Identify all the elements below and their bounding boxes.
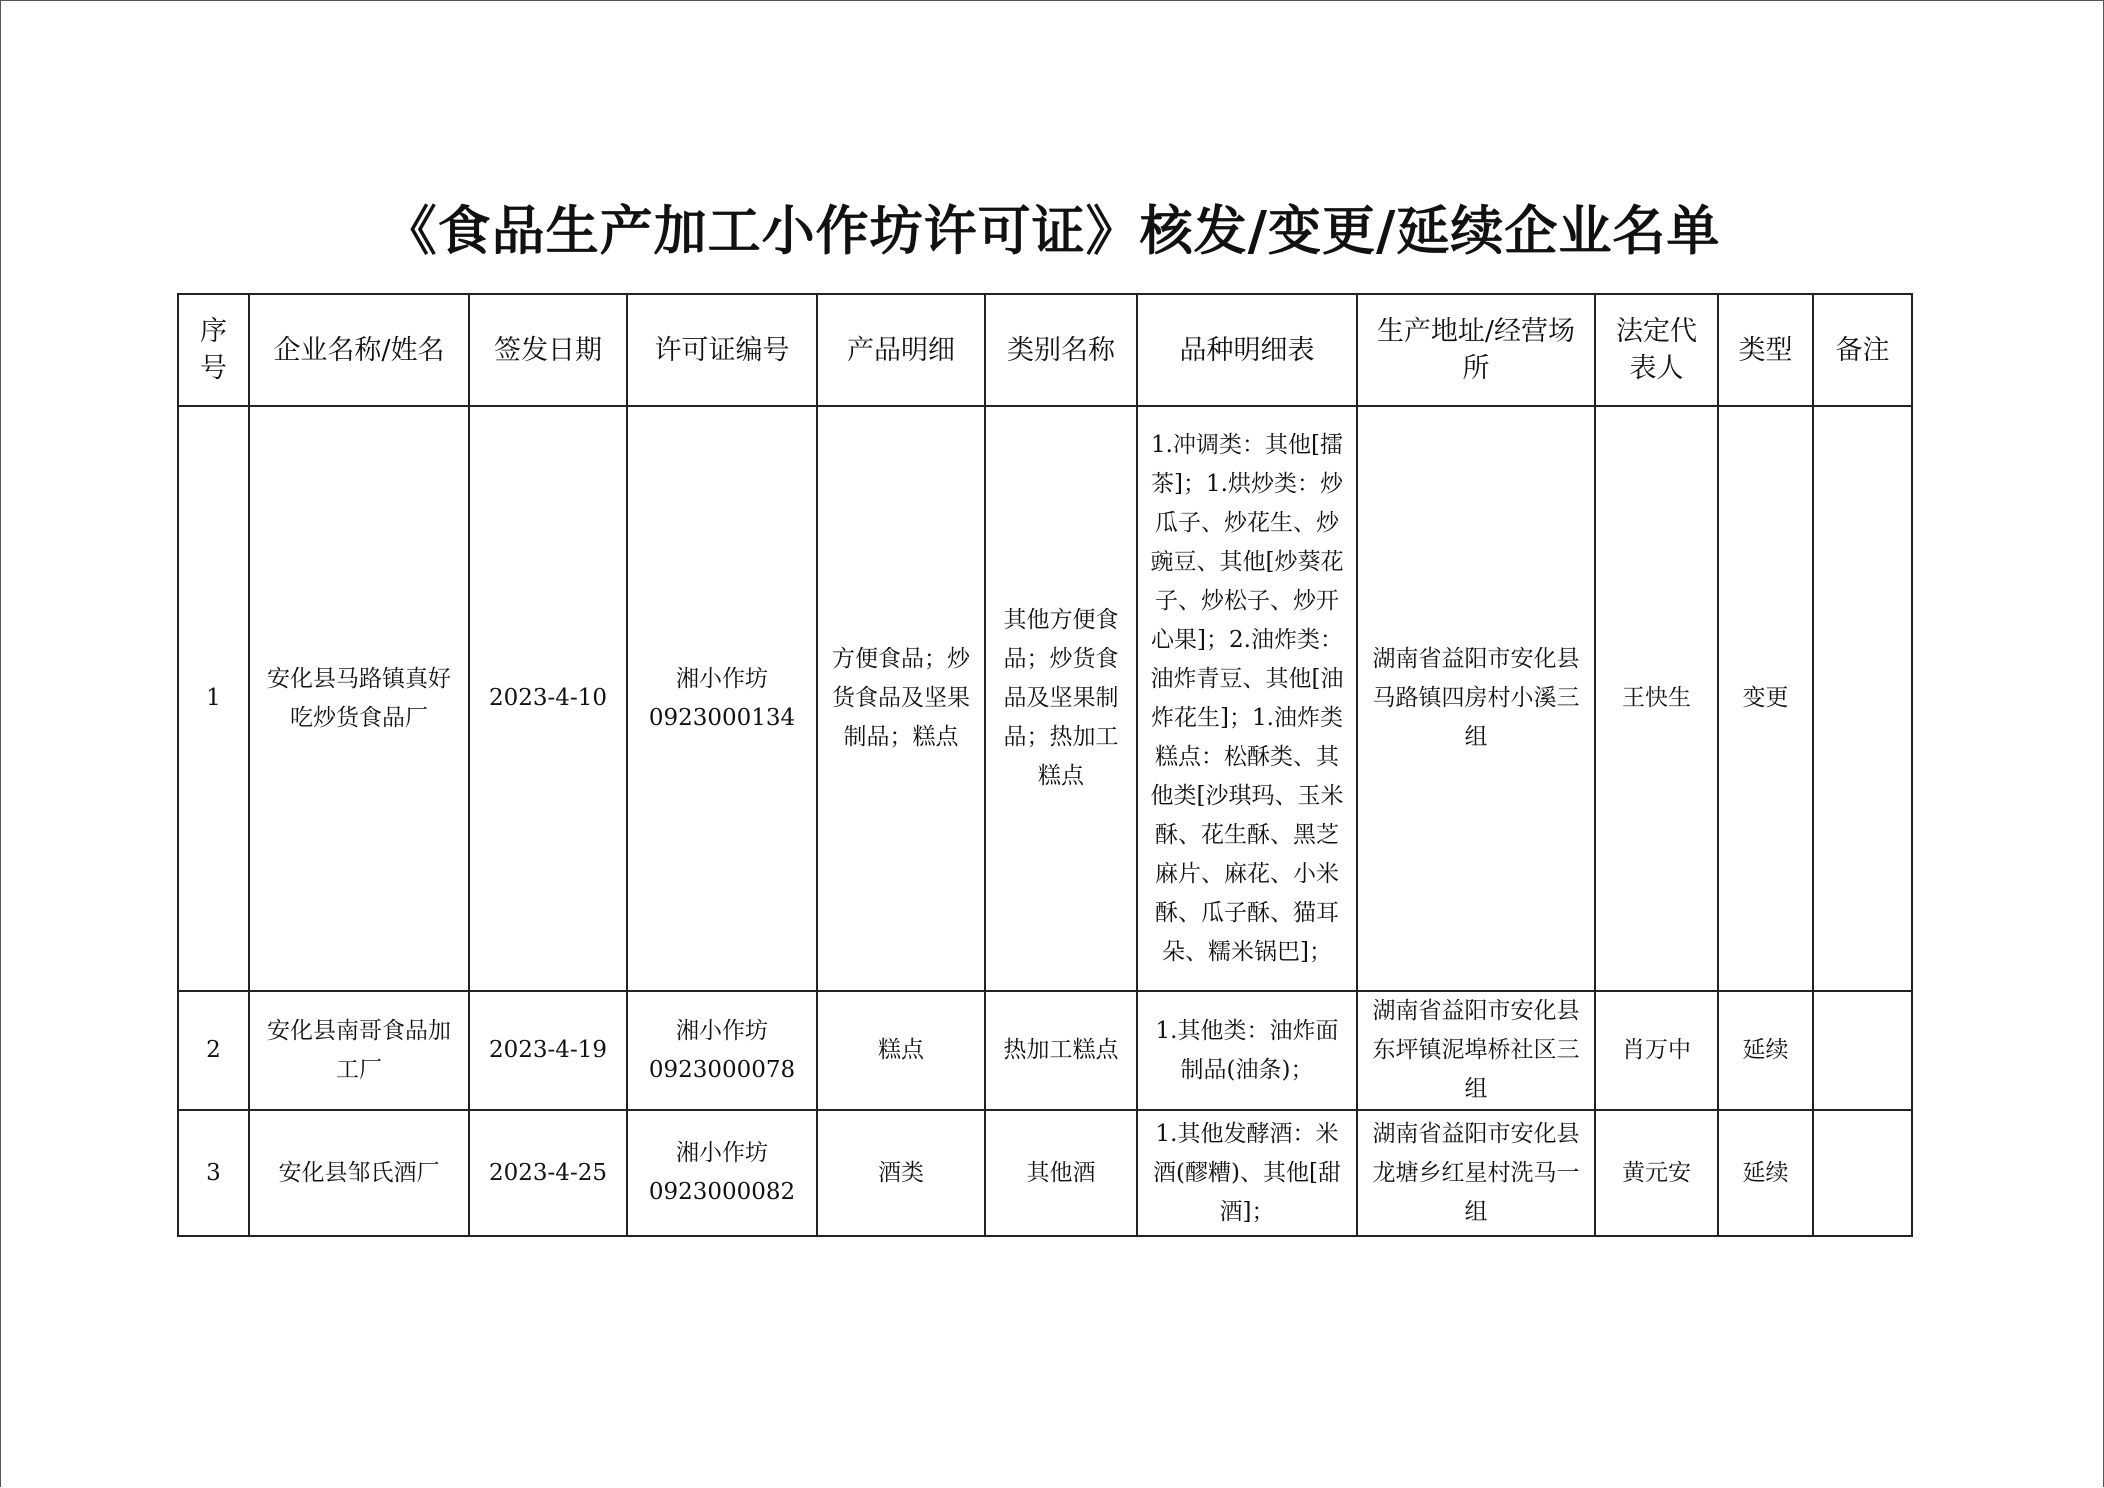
- cell-type: 延续: [1718, 1110, 1813, 1236]
- cell-varieties: 1.其他类：油炸面制品(油条)；: [1137, 991, 1357, 1110]
- license-prefix: 湘小作坊: [676, 1140, 768, 1166]
- header-license: 许可证编号: [627, 294, 817, 406]
- cell-date: 2023-4-10: [469, 406, 627, 991]
- license-number: 0923000082: [648, 1179, 796, 1205]
- cell-type: 延续: [1718, 991, 1813, 1110]
- table-row: [178, 1110, 1912, 1236]
- cell-remark: [1813, 406, 1912, 991]
- cell-name: 安化县邹氏酒厂: [249, 1110, 469, 1236]
- cell-seq: 3: [178, 1110, 249, 1236]
- cell-rep: 肖万中: [1595, 991, 1718, 1110]
- header-category: 类别名称: [985, 294, 1137, 406]
- cell-address: 湖南省益阳市安化县马路镇四房村小溪三组: [1357, 406, 1595, 991]
- cell-license: [627, 1110, 817, 1236]
- enterprise-list-table: [177, 293, 1913, 1237]
- header-name: 企业名称/姓名: [249, 294, 469, 406]
- header-remark: 备注: [1813, 294, 1912, 406]
- header-products: 产品明细: [817, 294, 985, 406]
- cell-products: 糕点: [817, 991, 985, 1110]
- cell-category: 其他酒: [985, 1110, 1137, 1236]
- cell-license: [627, 991, 817, 1110]
- cell-seq: 1: [178, 406, 249, 991]
- cell-varieties: 1.其他发酵酒：米酒(醪糟)、其他[甜酒]；: [1137, 1110, 1357, 1236]
- header-date: 签发日期: [469, 294, 627, 406]
- header-type: 类型: [1718, 294, 1813, 406]
- cell-type: 变更: [1718, 406, 1813, 991]
- license-prefix: 湘小作坊: [676, 1017, 768, 1044]
- table-row: [178, 406, 1912, 991]
- cell-products: 方便食品；炒货食品及坚果制品；糕点: [817, 406, 985, 991]
- cell-seq: 2: [178, 991, 249, 1110]
- cell-products: 酒类: [817, 1110, 985, 1236]
- cell-date: 2023-4-25: [469, 1110, 627, 1236]
- cell-address: 湖南省益阳市安化县东坪镇泥埠桥社区三组: [1357, 991, 1595, 1110]
- license-number: 0923000134: [648, 704, 796, 731]
- header-rep: 法定代表人: [1595, 294, 1718, 406]
- cell-remark: [1813, 1110, 1912, 1236]
- header-address: 生产地址/经营场所: [1357, 294, 1595, 406]
- cell-rep: 黄元安: [1595, 1110, 1718, 1236]
- cell-license: [627, 406, 817, 991]
- table-row: [178, 991, 1912, 1110]
- cell-category: 热加工糕点: [985, 991, 1137, 1110]
- cell-remark: [1813, 991, 1912, 1110]
- license-prefix: 湘小作坊: [676, 665, 768, 692]
- cell-varieties: 1.冲调类：其他[擂茶]；1.烘炒类：炒瓜子、炒花生、炒豌豆、其他[炒葵花子、炒松子、炒开心果]；2.油炸类：油炸青豆、其他[油炸花生]；1.油炸类糕点：松酥类、其他类[沙琪玛、玉米酥、花生酥、黑芝麻片、麻花、小米酥、瓜子酥、猫耳朵、糯米锅巴]；: [1137, 406, 1357, 991]
- cell-name: 安化县南哥食品加工厂: [249, 991, 469, 1110]
- cell-name: 安化县马路镇真好吃炒货食品厂: [249, 406, 469, 991]
- cell-category: 其他方便食品；炒货食品及坚果制品；热加工糕点: [985, 406, 1137, 991]
- document-title: 《食品生产加工小作坊许可证》核发/变更/延续企业名单: [383, 200, 1721, 262]
- license-number: 0923000078: [648, 1056, 796, 1083]
- cell-rep: 王快生: [1595, 406, 1718, 991]
- header-varieties: 品种明细表: [1137, 294, 1357, 406]
- header-seq: 序号: [178, 294, 249, 406]
- cell-address: 湖南省益阳市安化县龙塘乡红星村洗马一组: [1357, 1110, 1595, 1236]
- table-header-row: [178, 294, 1912, 406]
- cell-date: 2023-4-19: [469, 991, 627, 1110]
